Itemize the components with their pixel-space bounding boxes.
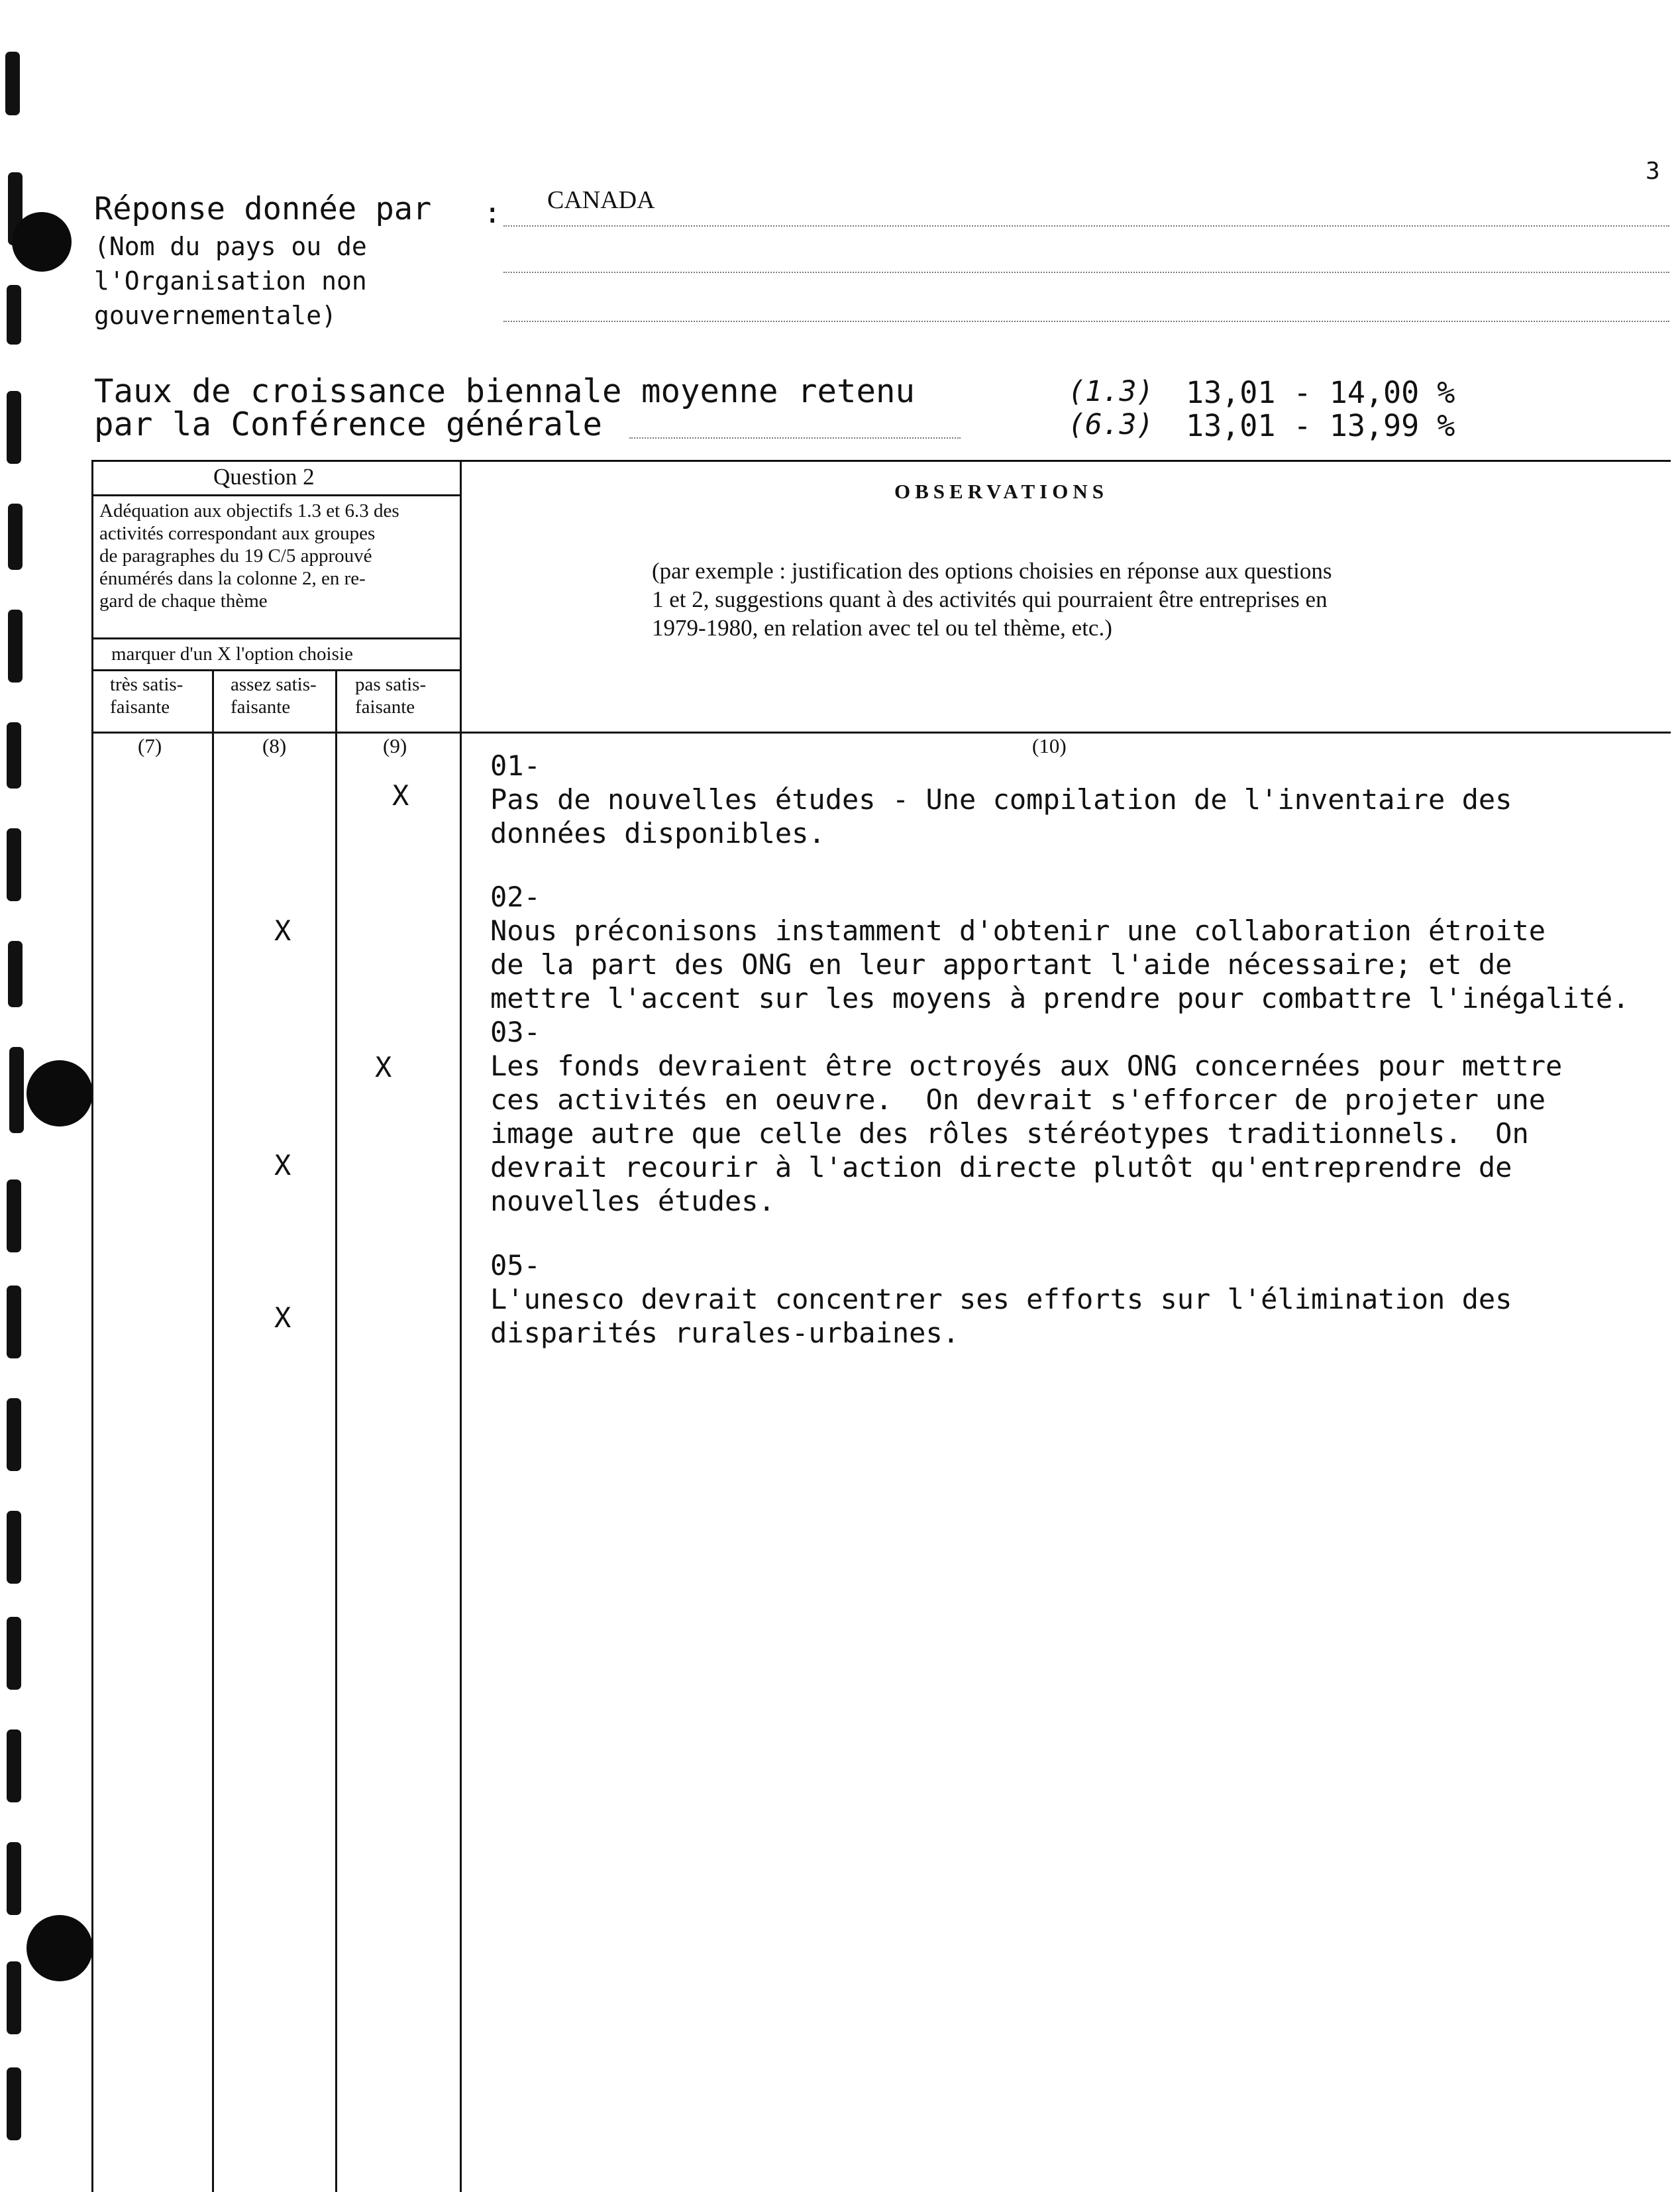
column-number: (10) [1032,734,1067,757]
observation-line: 05- [490,1249,541,1282]
column-number: (8) [262,734,287,757]
growth-rate-label: Taux de croissance biennale moyenne retenu [94,372,916,410]
question-description-line: Adéquation aux objectifs 1.3 et 6.3 des [99,500,399,521]
observation-line: 01- [490,749,541,782]
answer-line [503,272,1669,273]
question-description-line: de paragraphes du 19 C/5 approuvé [99,545,372,567]
observation-line: ces activités en oeuvre. On devrait s'efforcer de projeter une [490,1083,1546,1116]
growth-rate-value: 13,01 - 13,99 % [1186,408,1455,443]
question-description-line: énumérés dans la colonne 2, en re- [99,568,366,589]
observation-line: de la part des ONG en leur apportant l'aide nécessaire; et de [490,948,1512,981]
response-country: CANADA [547,186,655,214]
observations-description-line: 1 et 2, suggestions quant à des activités qui pourraient être entreprises en [652,586,1328,612]
observation-line: Les fonds devraient être octroyés aux ONG concernées pour mettre [490,1050,1563,1082]
response-sub-line: l'Organisation non [94,266,367,296]
answer-line [503,225,1669,227]
response-label: Réponse donnée par [94,191,432,227]
response-sub-line: (Nom du pays ou de [94,232,367,261]
option-header: très satis- [110,674,184,695]
question-title: Question 2 [213,464,315,490]
growth-rate-value: 13,01 - 14,00 % [1186,375,1455,410]
observations-description-line: (par exemple : justification des options choisies en réponse aux questions [652,558,1332,584]
observation-line: 02- [490,881,541,913]
growth-rate-code: (1.3) [1068,375,1154,408]
observation-line: image autre que celle des rôles stéréotypes traditionnels. On [490,1117,1529,1150]
observation-line: L'unesco devrait concentrer ses efforts sur l'élimination des [490,1283,1512,1315]
observation-line: nouvelles études. [490,1185,775,1217]
observations-title: OBSERVATIONS [894,480,1108,503]
answer-line [629,437,961,439]
growth-rate-label: par la Conférence générale [94,406,603,443]
question-description-line: gard de chaque thème [99,590,268,612]
response-colon: : [484,196,501,230]
option-header: pas satis- [355,674,427,695]
observation-line: disparités rurales-urbaines. [490,1317,960,1349]
option-header: faisante [355,696,415,718]
x-mark: X [375,1051,392,1083]
x-mark: X [274,1301,291,1334]
growth-rate-code: (6.3) [1068,408,1154,441]
option-header: faisante [231,696,291,718]
observation-line: Pas de nouvelles études - Une compilation de l'inventaire des [490,783,1512,816]
mark-instruction: marquer d'un X l'option choisie [111,643,353,665]
column-number: (9) [383,734,407,757]
observations-description-line: 1979-1980, en relation avec tel ou tel thème, etc.) [652,615,1112,641]
option-header: assez satis- [231,674,317,695]
x-mark: X [392,779,409,812]
observation-line: données disponibles. [490,817,825,849]
x-mark: X [274,1149,291,1181]
answer-line [503,321,1669,322]
question-description-line: activités correspondant aux groupes [99,523,376,544]
observation-line: 03- [490,1016,541,1048]
option-header: faisante [110,696,170,718]
column-number: (7) [138,734,162,757]
page-number: 3 [1646,158,1660,185]
response-sub-line: gouvernementale) [94,301,337,330]
observation-line: Nous préconisons instamment d'obtenir une collaboration étroite [490,914,1546,947]
observation-line: devrait recourir à l'action directe plutôt qu'entreprendre de [490,1151,1512,1183]
observation-line: mettre l'accent sur les moyens à prendre pour combattre l'inégalité. [490,982,1630,1014]
x-mark: X [274,914,291,947]
